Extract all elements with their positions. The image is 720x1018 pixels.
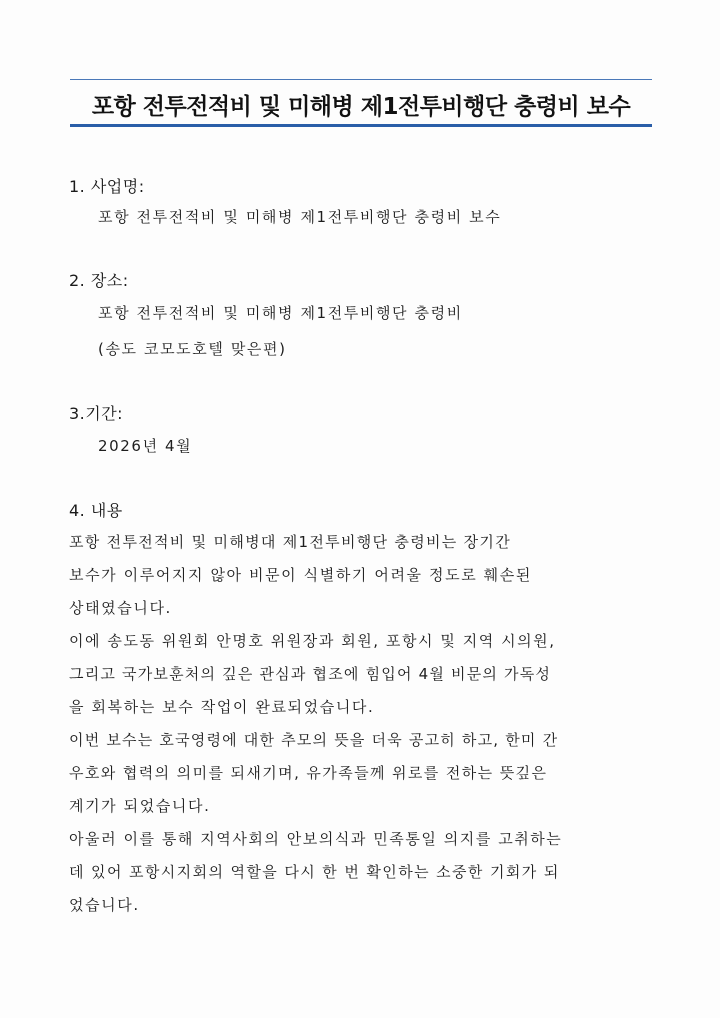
content-line: 상태였습니다. — [69, 599, 172, 617]
content-line: 데 있어 포항시지회의 역할을 다시 한 번 확인하는 소중한 기회가 되 — [69, 863, 560, 881]
page-title: 포항 전투전적비 및 미해병 제1전투비행단 충령비 보수 — [91, 94, 631, 120]
section-heading-period: 3.기간: — [69, 404, 124, 423]
content-line: 었습니다. — [69, 896, 140, 914]
section-heading-location: 2. 장소: — [69, 271, 129, 290]
project-name-text: 포항 전투전적비 및 미해병 제1전투비행단 충령비 보수 — [98, 208, 502, 226]
content-line: 우호와 협력의 의미를 되새기며, 유가족들께 위로를 전하는 뜻깊은 — [69, 764, 548, 782]
location-text: 포항 전투전적비 및 미해병 제1전투비행단 충령비 — [98, 304, 463, 322]
content-line: 계기가 되었습니다. — [69, 797, 211, 815]
content-line: 이번 보수는 호국영령에 대한 추모의 뜻을 더욱 공고히 하고, 한미 간 — [69, 731, 559, 749]
content-line: 아울러 이를 통해 지역사회의 안보의식과 민족통일 의지를 고취하는 — [69, 830, 563, 848]
title-bottom-rule — [70, 124, 652, 127]
content-line: 을 회복하는 보수 작업이 완료되었습니다. — [69, 698, 375, 716]
content-line: 포항 전투전적비 및 미해병대 제1전투비행단 충령비는 장기간 — [69, 533, 512, 551]
content-line: 보수가 이루어지지 않아 비문이 식별하기 어려울 정도로 훼손된 — [69, 566, 532, 584]
content-line: 이에 송도동 위원회 안명호 위원장과 회원, 포항시 및 지역 시의원, — [69, 632, 556, 650]
section-heading-content: 4. 내용 — [69, 501, 123, 520]
title-top-rule — [70, 79, 652, 80]
content-line: 그리고 국가보훈처의 깊은 관심과 협조에 힘입어 4월 비문의 가독성 — [69, 665, 552, 683]
location-detail-text: (송도 코모도호텔 맞은편) — [98, 340, 287, 358]
period-text: 2026년 4월 — [98, 437, 193, 455]
section-heading-project-name: 1. 사업명: — [69, 177, 145, 196]
